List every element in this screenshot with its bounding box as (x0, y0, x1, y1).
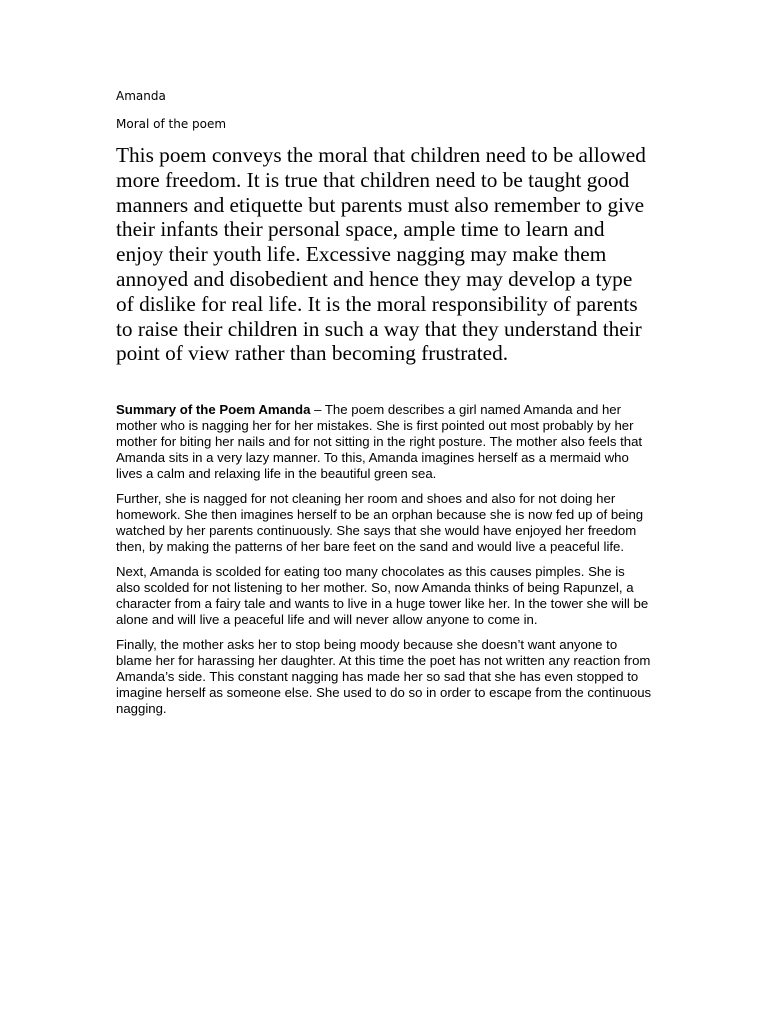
summary-paragraph-next: Next, Amanda is scolded for eating too many chocolates as this causes pimples. She is also scolded for not listening to her mother. So, now Amanda thinks of being Rapunzel, a character from a fairy tale and wants to live in a huge tower like her. In the tower she will be alone and will live a peaceful life and will never allow anyone to come in. (116, 564, 649, 627)
summary-paragraph-finally: Finally, the mother asks her to stop being moody because she doesn’t want anyone to blame her for harassing her daughter. At this time the poet has not written any reaction from Amanda’s side. This constant nagging has made her so sad that she has even stopped to imagine herself as someone else. She used to do so in order to escape from the continuous nagging. (116, 637, 652, 716)
section-heading-moral: Moral of the poem (116, 117, 227, 131)
summary-paragraph-further: Further, she is nagged for not cleaning her room and shoes and also for not doing her homework. She then imagines herself to be an orphan because she is now fed up of being watched by her parents continuously. She says that she would have enjoyed her freedom then, by making the patterns of her bare feet on the sand and would live a peaceful life. (116, 491, 644, 554)
summary-heading: Summary of the Poem Amanda (116, 402, 311, 417)
document-title: Amanda (116, 89, 166, 103)
summary-section (116, 402, 652, 726)
summary-intro-text: – The poem describes a girl named Amanda and her mother who is nagging her for her mistakes. She is first pointed out most probably by her mother for biting her nails and for not sitting in the right posture. The mother also feels that Amanda sits in a very lazy manner. To this, Amanda imagines herself as a mermaid who lives a calm and relaxing life in the beautiful green sea. (116, 402, 643, 481)
moral-paragraph: This poem conveys the moral that children need to be allowed more freedom. It is true that children need to be taught good manners and etiquette but parents must also remember to give their infants their personal space, ample time to learn and enjoy their youth life. Excessive nagging may make them annoyed and disobedient and hence they may develop a type of dislike for real life. It is the moral responsibility of parents to raise their children in such a way that they understand their point of view rather than becoming frustrated. (116, 143, 646, 366)
summary-intro-paragraph (116, 402, 652, 482)
